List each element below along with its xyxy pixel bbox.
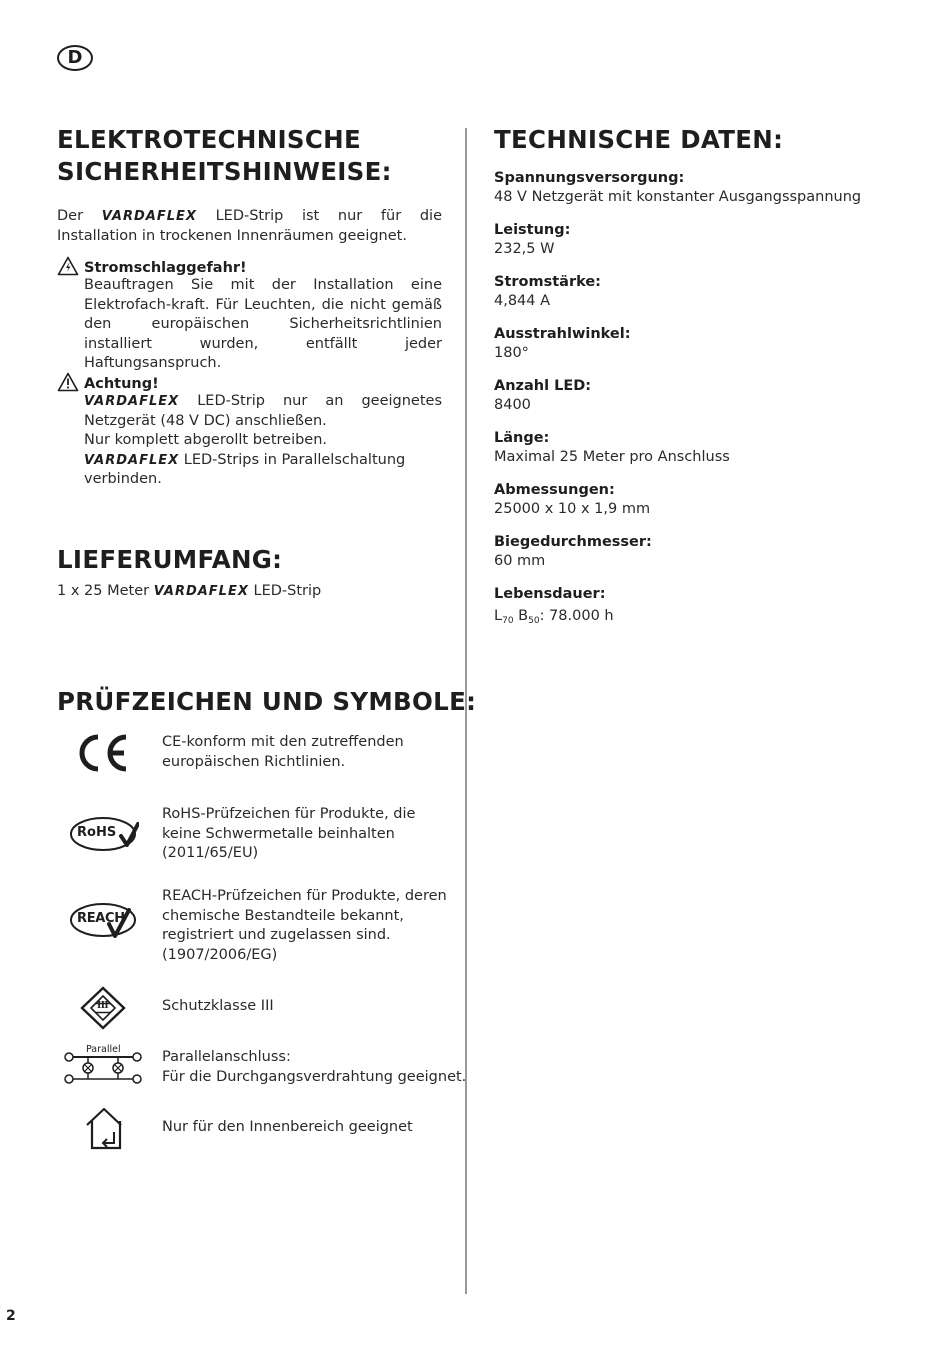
spec-label: Leistung: <box>494 222 571 238</box>
spec-value: 8400 <box>494 397 531 413</box>
technical-data-heading: TECHNISCHE DATEN: <box>494 125 784 154</box>
spec-item <box>494 377 914 415</box>
safety-heading <box>57 124 442 188</box>
ce-line1: CE-konform mit den zutreffenden <box>162 734 404 750</box>
spec-item <box>494 169 914 207</box>
spec-item <box>494 533 914 571</box>
warning-title-shock: Stromschlaggefahr! <box>84 260 247 276</box>
delivery-text-post: LED-Strip <box>253 583 322 599</box>
warning-text-line3 <box>84 451 442 490</box>
language-badge: D <box>57 45 93 71</box>
safety-heading-line1: ELEKTROTECHNISCHE <box>57 125 361 154</box>
warning-text-line2: Nur komplett abgerollt betreiben. <box>84 432 328 449</box>
spec-item <box>494 429 914 467</box>
spec-item <box>494 481 914 519</box>
parallel-description <box>162 1048 466 1087</box>
parallel-connection-icon <box>63 1045 143 1087</box>
spec-label: Länge: <box>494 430 550 446</box>
spec-value: Maximal 25 Meter pro Anschluss <box>494 449 730 465</box>
warning-icon <box>57 372 79 392</box>
safety-heading-line2: SICHERHEITSHINWEISE: <box>57 157 392 186</box>
spec-item <box>494 273 914 311</box>
warning-line3-text: LED-Strips in Parallelschaltung verbinden. <box>84 451 406 488</box>
spec-item-lifetime <box>494 585 914 626</box>
rohs-line3: (2011/65/EU) <box>162 845 259 862</box>
spec-label: Ausstrahlwinkel: <box>494 326 631 342</box>
spec-label: Lebensdauer: <box>494 586 606 602</box>
class-iii-description: Schutzklasse III <box>162 998 274 1014</box>
spec-label: Anzahl LED: <box>494 378 592 394</box>
warning-title-attention: Achtung! <box>84 376 159 392</box>
spec-label: Abmessungen: <box>494 482 615 498</box>
reach-line3: registriert und zugelassen sind. <box>162 927 391 944</box>
delivery-text-pre: 1 x 25 Meter <box>57 583 150 599</box>
rohs-description <box>162 805 415 864</box>
spec-label: Stromstärke: <box>494 274 601 290</box>
indoor-use-icon <box>84 1106 126 1150</box>
lifetime-value: : 78.000 h <box>539 608 614 624</box>
reach-description <box>162 887 447 965</box>
intro-post: LED-Strip ist nur für die Installation in trockenen Innenräumen geeignet. <box>57 208 442 244</box>
reach-line2: chemische Bestandteile bekannt, <box>162 907 404 924</box>
spec-value: 60 mm <box>494 553 546 569</box>
delivery-text <box>57 582 442 602</box>
warning-text-line1 <box>84 392 442 431</box>
rohs-mark-text: RoHS <box>77 825 117 840</box>
reach-line4: (1907/2006/EG) <box>162 946 278 963</box>
technical-data-section <box>494 124 914 626</box>
class-iii-mark-text: III <box>97 1001 109 1011</box>
brand-logo-text: VARDAFLEX <box>84 452 180 468</box>
symbols-heading: PRÜFZEICHEN UND SYMBOLE: <box>57 687 477 716</box>
lifetime-l: L <box>494 608 503 624</box>
spec-value: 4,844 A <box>494 293 551 309</box>
spec-label: Biegedurchmesser: <box>494 534 652 550</box>
delivery-section <box>57 544 442 602</box>
parallel-line2: Für die Durchgangsverdrahtung geeignet. <box>162 1068 467 1085</box>
spec-item <box>494 325 914 363</box>
reach-mark-text: REACH <box>77 911 125 926</box>
spec-list <box>494 169 914 571</box>
lifetime-b: B <box>518 608 529 624</box>
rohs-line2: keine Schwermetalle beinhalten <box>162 825 395 842</box>
ce-line2: europäischen Richtlinien. <box>162 753 346 770</box>
parallel-mark-text: Parallel <box>86 1044 121 1055</box>
parallel-line1: Parallelanschluss: <box>162 1049 291 1065</box>
reach-mark-icon <box>69 900 139 942</box>
rohs-line1: RoHS-Prüfzeichen für Produkte, die <box>162 806 416 822</box>
spec-value: 232,5 W <box>494 241 555 257</box>
safety-intro <box>57 207 442 246</box>
protection-class-iii-icon <box>80 986 126 1030</box>
warning-electric-shock <box>57 256 442 374</box>
electric-hazard-icon <box>57 256 79 276</box>
intro-pre: Der <box>57 208 84 224</box>
rohs-mark-icon <box>69 814 139 854</box>
ce-mark-icon <box>78 733 130 773</box>
ce-description <box>162 733 404 772</box>
safety-section <box>57 124 442 246</box>
brand-logo-text: VARDAFLEX <box>101 209 197 224</box>
spec-value: 180° <box>494 345 529 361</box>
spec-label: Spannungsversorgung: <box>494 170 685 186</box>
brand-logo-text: VARDAFLEX <box>84 394 180 409</box>
delivery-heading: LIEFERUMFANG: <box>57 545 283 574</box>
spec-value-lifetime <box>494 607 914 626</box>
spec-value: 48 V Netzgerät mit konstanter Ausgangsspannung <box>494 189 862 205</box>
lifetime-l-sub: 70 <box>502 616 514 626</box>
indoor-description: Nur für den Innenbereich geeignet <box>162 1119 413 1135</box>
page-number: 2 <box>6 1308 16 1324</box>
spec-item <box>494 221 914 259</box>
warning-attention <box>57 372 442 490</box>
lifetime-b-sub: 50 <box>528 616 540 626</box>
reach-line1: REACH-Prüfzeichen für Produkte, deren <box>162 888 447 904</box>
spec-value: 25000 x 10 x 1,9 mm <box>494 501 651 517</box>
warning-line1-text: LED-Strip nur an geeignetes Netzgerät (48 V DC) anschließen. <box>84 393 443 429</box>
brand-logo-text: VARDAFLEX <box>153 584 249 599</box>
warning-text-shock: Beauftragen Sie mit der Installation eine Elektrofach-kraft. Für Leuchten, die nicht gemäß den europäischen Sicherheitsrichtlinien installiert wurden, entfällt jeder Haftungsanspruch. <box>84 277 442 372</box>
